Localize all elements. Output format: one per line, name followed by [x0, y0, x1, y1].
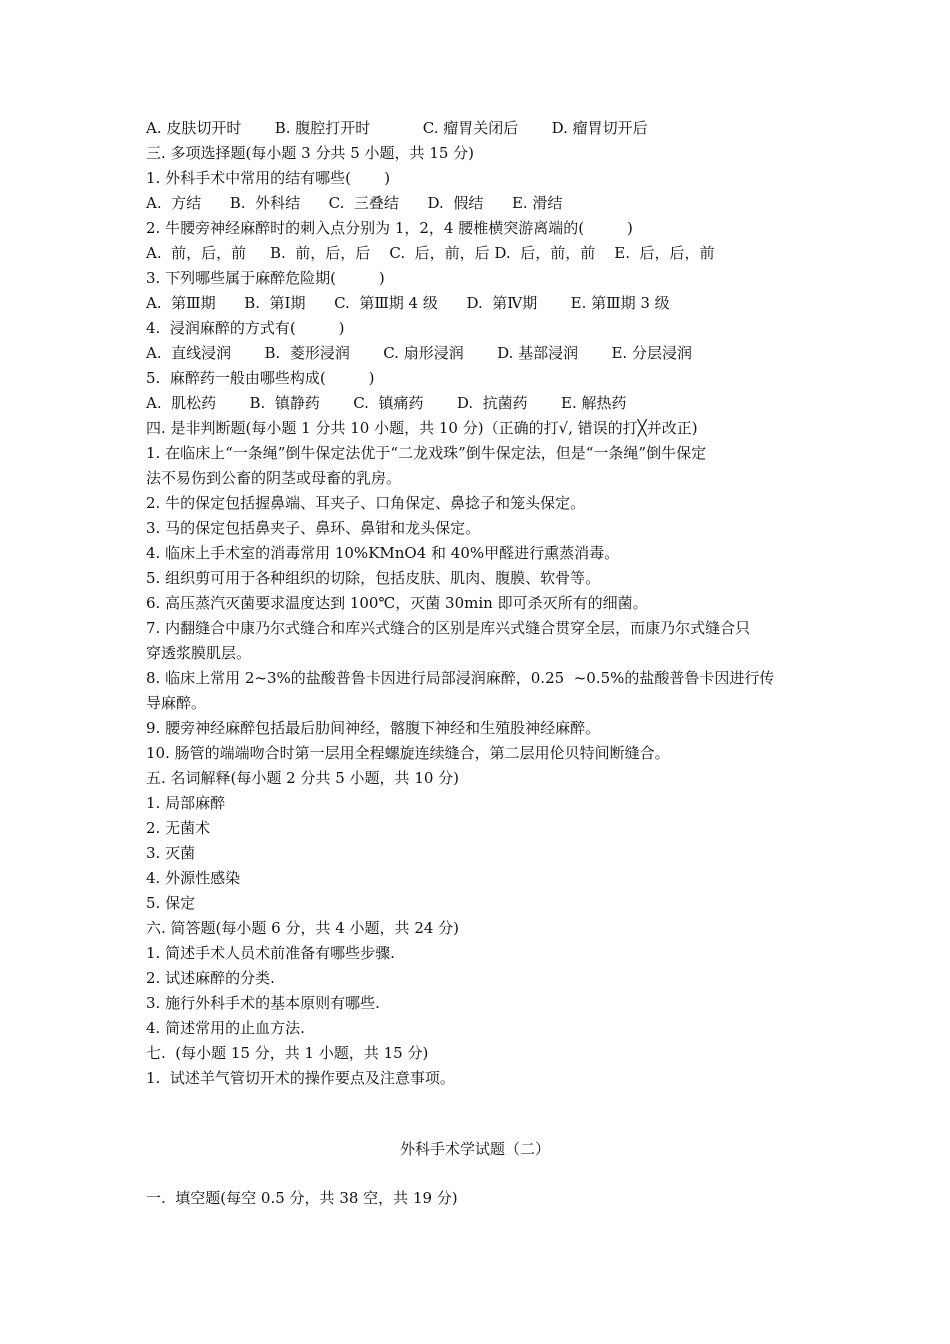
statement-line: 9. 腰旁神经麻醉包括最后肋间神经，髂腹下神经和生殖股神经麻醉。 — [146, 719, 601, 737]
question-line: 4. 浸润麻醉的方式有( ) — [146, 319, 345, 337]
question-line: 5. 麻醉药一般由哪些构成( ) — [146, 369, 375, 387]
statement-line: 8. 临床上常用 2~3%的盐酸普鲁卡因进行局部浸润麻醉，0.25 ~0.5%的盐酸普鲁卡因进行传 — [146, 669, 775, 687]
statement-line: 法不易伤到公畜的阴茎或母畜的乳房。 — [146, 469, 402, 487]
statement-line: 导麻醉。 — [146, 694, 207, 712]
answer-options-line: A. 肌松药 B. 镇静药 C. 镇痛药 D. 抗菌药 E. 解热药 — [146, 394, 627, 412]
answer-options-line: A. 前，后，前 B. 前，后，后 C. 后，前，后 D. 后，前，前 E. 后，后，前 — [146, 244, 715, 262]
section-4-heading: 四. 是非判断题(每小题 1 分共 10 小题，共 10 分)（正确的打√, 错误的打╳并改正) — [146, 419, 698, 437]
statement-line: 穿透浆膜肌层。 — [146, 644, 252, 662]
term-line: 1. 局部麻醉 — [146, 794, 226, 812]
answer-options-line: A. 皮肤切开时 B. 腹腔打开时 C. 瘤胃关闭后 D. 瘤胃切开后 — [146, 119, 648, 137]
section-5-heading: 五. 名词解释(每小题 2 分共 5 小题，共 10 分) — [146, 769, 460, 787]
section-1-heading: 一. 填空题(每空 0.5 分，共 38 空，共 19 分) — [146, 1189, 458, 1207]
question-line: 1. 外科手术中常用的结有哪些( ) — [146, 169, 391, 187]
section-6-heading: 六. 简答题(每小题 6 分，共 4 小题，共 24 分) — [146, 919, 460, 937]
section-7-heading: 七. (每小题 15 分，共 1 小题，共 15 分) — [146, 1044, 429, 1062]
term-line: 4. 外源性感染 — [146, 869, 241, 887]
section-3-heading: 三. 多项选择题(每小题 3 分共 5 小题，共 15 分) — [146, 144, 475, 162]
short-answer-line: 3. 施行外科手术的基本原则有哪些. — [146, 994, 380, 1012]
statement-line: 7. 内翻缝合中康乃尔式缝合和库兴式缝合的区别是库兴式缝合贯穿全层，而康乃尔式缝合只 — [146, 619, 751, 637]
answer-options-line: A. 直线浸润 B. 菱形浸润 C. 扇形浸润 D. 基部浸润 E. 分层浸润 — [146, 344, 692, 362]
statement-line: 3. 马的保定包括鼻夹子、鼻环、鼻钳和龙头保定。 — [146, 519, 481, 537]
answer-options-line: A. 方结 B. 外科结 C. 三叠结 D. 假结 E. 滑结 — [146, 194, 563, 212]
statement-line: 10. 肠管的端端吻合时第一层用全程螺旋连续缝合，第二层用伦贝特间断缝合。 — [146, 744, 670, 762]
question-line: 2. 牛腰旁神经麻醉时的刺入点分别为 1，2，4 腰椎横突游离端的( ) — [146, 219, 633, 237]
term-line: 5. 保定 — [146, 894, 196, 912]
short-answer-line: 4. 简述常用的止血方法. — [146, 1019, 305, 1037]
term-line: 3. 灭菌 — [146, 844, 196, 862]
term-line: 2. 无菌术 — [146, 819, 211, 837]
statement-line: 5. 组织剪可用于各种组织的切除，包括皮肤、肌肉、腹膜、软骨等。 — [146, 569, 601, 587]
short-answer-line: 1. 简述手术人员术前准备有哪些步骤. — [146, 944, 395, 962]
essay-question-line: 1. 试述羊气管切开术的操作要点及注意事项。 — [146, 1069, 455, 1087]
short-answer-line: 2. 试述麻醉的分类. — [146, 969, 275, 987]
statement-line: 1. 在临床上“一条绳”倒牛保定法优于“二龙戏珠”倒牛保定法，但是“一条绳”倒牛保定 — [146, 444, 707, 462]
question-line: 3. 下列哪些属于麻醉危险期( ) — [146, 269, 385, 287]
answer-options-line: A. 第Ⅲ期 B. 第Ⅰ期 C. 第Ⅲ期 4 级 D. 第Ⅳ期 E. 第Ⅲ期 3 级 — [146, 294, 670, 312]
statement-line: 2. 牛的保定包括握鼻端、耳夹子、口角保定、鼻捻子和笼头保定。 — [146, 494, 586, 512]
statement-line: 4. 临床上手术室的消毒常用 10%KMnO4 和 40%甲醛进行熏蒸消毒。 — [146, 544, 620, 562]
statement-line: 6. 高压蒸汽灭菌要求温度达到 100℃，灭菌 30min 即可杀灭所有的细菌。 — [146, 594, 648, 612]
exam-title: 外科手术学试题（二） — [399, 1140, 550, 1158]
